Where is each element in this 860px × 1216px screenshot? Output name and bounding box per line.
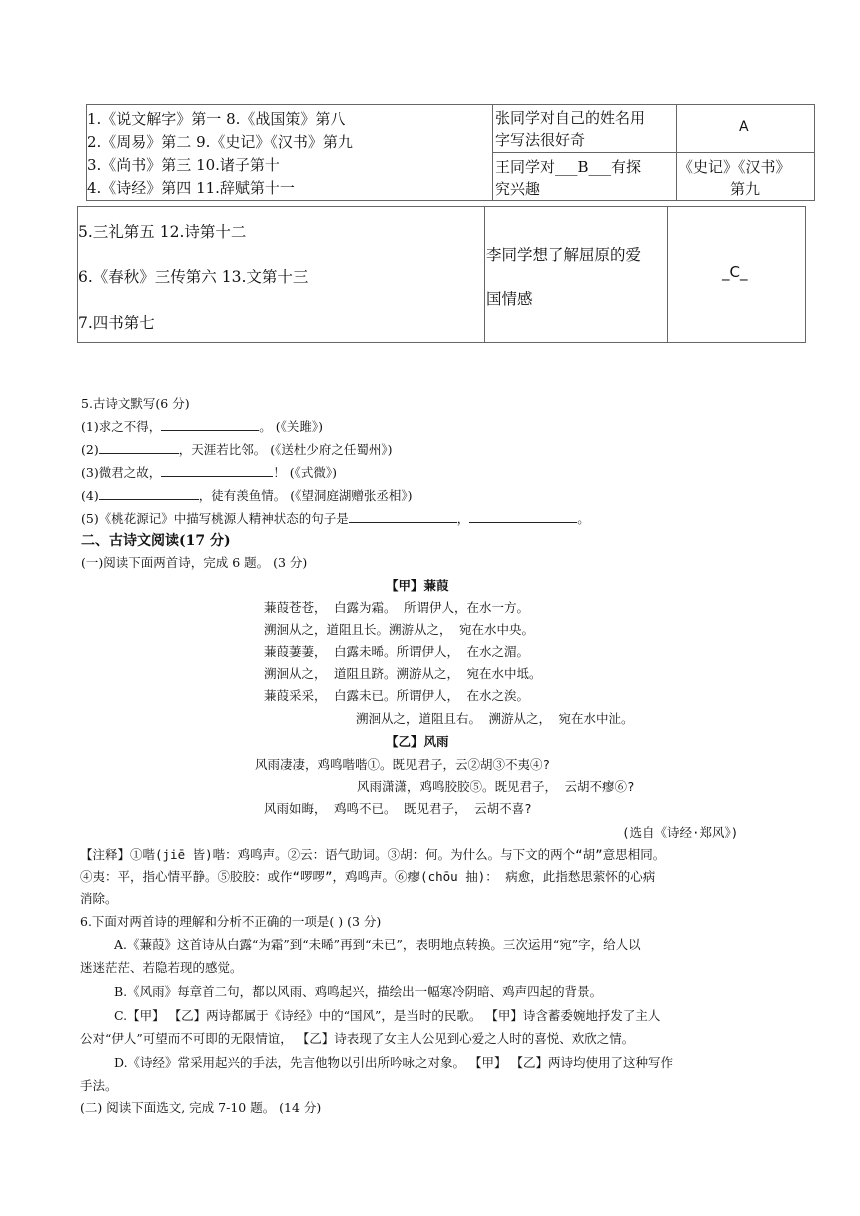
subsection-instruction: (二) 阅读下面选文, 完成 7-10 题。 (14 分) bbox=[80, 1100, 322, 1115]
table-divider bbox=[484, 206, 485, 343]
book-list-line: 5.三礼第五 12.诗第十二 bbox=[78, 223, 247, 241]
poem-title: 【甲】蒹葭 bbox=[386, 578, 449, 593]
poem-line: 溯洄从之，道阻且长。溯游从之， 宛在水中央。 bbox=[264, 622, 535, 637]
option-d[interactable]: D.《诗经》常采用起兴的手法，先言他物以引出所吟咏之对象。 【甲】 【乙】两诗均使用了这种写作 bbox=[114, 1055, 673, 1070]
answer-blank[interactable] bbox=[161, 418, 259, 431]
option-c-cont: 公对“伊人”可望而不可即的无限情谊， 【乙】诗表现了女主人公见到心爱之人时的喜悦、欢欣之情。 bbox=[80, 1031, 635, 1046]
option-d-cont: 手法。 bbox=[80, 1078, 118, 1093]
book-list-line: 1.《说文解字》第一 8.《战国策》第八 bbox=[87, 110, 346, 128]
answer-cell: _C_ bbox=[722, 263, 748, 281]
recitation-item: (4) ，徒有羡鱼情。 (《望洞庭湖赠张丞相》) bbox=[81, 488, 413, 503]
student-question: 张同学对自己的姓名用 bbox=[495, 109, 646, 127]
annotation-line: 【注释】①喈(jiē 皆)喈：鸡鸣声。②云：语气助词。③胡：何。为什么。与下文的两个“胡”意思相同。 bbox=[80, 847, 666, 862]
poem-line: 蒹葭萋萋， 白露未晞。所谓伊人， 在水之湄。 bbox=[264, 644, 530, 659]
annotation-line: ④夷：平，指心情平静。⑤胶胶：或作“啰啰”，鸡鸣声。⑥瘳(chōu 抽)： 病愈，此指愁思萦怀的心病 bbox=[80, 869, 656, 884]
table-divider bbox=[492, 152, 815, 153]
book-list-line: 4.《诗经》第四 11.辞赋第十一 bbox=[87, 179, 295, 197]
answer-blank[interactable] bbox=[469, 510, 577, 523]
student-question: 王同学对___B___有探 bbox=[495, 158, 642, 176]
poem-line: 风雨潇潇，鸡鸣胶胶⑤。既见君子， 云胡不瘳⑥? bbox=[357, 779, 635, 794]
question-stem: 6.下面对两首诗的理解和分析不正确的一项是( ) (3 分) bbox=[80, 914, 382, 929]
book-list-line: 6.《春秋》三传第六 13.文第十三 bbox=[78, 268, 309, 286]
option-c[interactable]: C.【甲】 【乙】两诗都属于《诗经》中的“国风”，是当时的民歌。 【甲】诗含蓄委婉地抒发了主人 bbox=[114, 1008, 661, 1023]
student-question: 国情感 bbox=[486, 290, 533, 308]
subsection-instruction: (一)阅读下面两首诗，完成 6 题。 (3 分) bbox=[81, 555, 308, 570]
table-divider bbox=[667, 206, 668, 343]
answer-blank[interactable] bbox=[349, 510, 457, 523]
poem-source: (选自《诗经·郑风》) bbox=[622, 825, 739, 840]
option-a[interactable]: A.《蒹葭》这首诗从白露“为霜”到“未晞”再到“未已”，表明地点转换。三次运用“宛”字，给人以 bbox=[114, 937, 641, 952]
option-a-cont: 迷迷茫茫、若隐若现的感觉。 bbox=[80, 960, 243, 975]
poem-line: 蒹葭苍苍， 白露为霜。 所谓伊人，在水一方。 bbox=[264, 600, 530, 615]
answer-cell: A bbox=[739, 119, 749, 135]
poem-line: 风雨凄凄，鸡鸣喈喈①。既见君子，云②胡③不夷④? bbox=[255, 757, 551, 772]
option-b[interactable]: B.《风雨》每章首二句，都以风雨、鸡鸣起兴，描绘出一幅寒冷阴暗、鸡声四起的背景。 bbox=[114, 984, 603, 999]
poem-line: 蒹葭采采， 白露未已。所谓伊人， 在水之涘。 bbox=[264, 688, 530, 703]
student-question: 字写法很好奇 bbox=[495, 131, 586, 149]
poem-line: 溯洄从之，道阻且右。 溯游从之， 宛在水中沚。 bbox=[356, 711, 634, 726]
recitation-item: (1)求之不得， 。 (《关雎》) bbox=[81, 419, 323, 434]
book-list-line: 3.《尚书》第三 10.诸子第十 bbox=[87, 156, 280, 174]
book-list-line: 7.四书第七 bbox=[78, 314, 155, 332]
annotation-line: 消除。 bbox=[80, 891, 118, 906]
answer-blank[interactable] bbox=[99, 441, 179, 454]
question-title: 5.古诗文默写(6 分) bbox=[81, 396, 190, 411]
student-question: 李同学想了解屈原的爱 bbox=[486, 246, 642, 264]
recitation-item: (3)微君之故， ！ (《式微》) bbox=[81, 465, 337, 480]
poem-line: 风雨如晦， 鸡鸣不已。 既见君子， 云胡不喜? bbox=[264, 801, 532, 816]
recitation-item: (2) ，天涯若比邻。 (《送杜少府之任蜀州》) bbox=[81, 442, 393, 457]
poem-line: 溯洄从之， 道阻且跻。溯游从之， 宛在水中坻。 bbox=[264, 666, 542, 681]
section-heading: 二、古诗文阅读(17 分) bbox=[81, 533, 231, 549]
answer-cell: 《史记》《汉书》 bbox=[678, 158, 791, 176]
poem-title: 【乙】风雨 bbox=[386, 734, 449, 749]
recitation-item: (5)《桃花源记》中描写桃源人精神状态的句子是 ， 。 bbox=[81, 511, 590, 526]
student-question: 究兴趣 bbox=[495, 180, 541, 198]
answer-blank[interactable] bbox=[99, 487, 199, 500]
answer-blank[interactable] bbox=[161, 464, 273, 477]
book-list-line: 2.《周易》第二 9.《史记》《汉书》第九 bbox=[87, 133, 353, 151]
answer-cell: 第九 bbox=[730, 180, 761, 198]
